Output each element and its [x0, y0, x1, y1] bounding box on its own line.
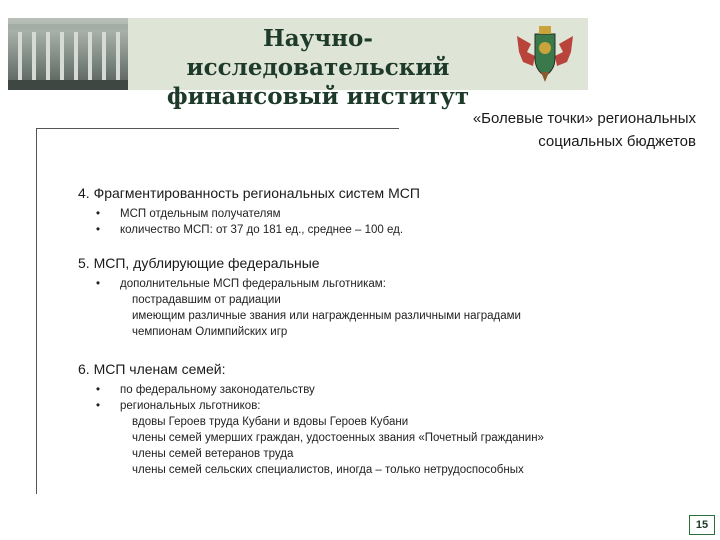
list-item [78, 398, 544, 414]
building-photo [8, 18, 128, 90]
list-item [78, 206, 420, 222]
bullet-icon: • [96, 384, 101, 396]
bullet-icon: • [96, 208, 101, 220]
list-item [78, 276, 521, 292]
slide-title-line2: социальных бюджетов [538, 133, 696, 150]
sub-item: члены семей умерших граждан, удостоенных звания «Почетный гражданин» [132, 432, 544, 444]
section-heading: 5. МСП, дублирующие федеральные [78, 255, 320, 271]
section-heading: 4. Фрагментированность региональных систем МСП [78, 185, 420, 201]
list-item [78, 222, 420, 238]
sub-item: члены семей ветеранов труда [132, 448, 294, 460]
list-item-text: региональных льготников: [120, 400, 261, 412]
sub-item: пострадавшим от радиации [132, 294, 281, 306]
bullet-icon: • [96, 400, 101, 412]
institute-name-line1: Научно-исследовательский [186, 25, 450, 81]
sub-item: имеющим различные звания или награжденным различными наградами [132, 310, 521, 322]
list-item-text: МСП отдельным получателям [120, 208, 281, 220]
slide-title [473, 107, 696, 153]
list-item [78, 382, 544, 398]
crest-icon [513, 22, 577, 86]
list-item-text: по федеральному законодательству [120, 384, 315, 396]
section-heading: 6. МСП членам семей: [78, 361, 226, 377]
institute-name [138, 24, 498, 111]
frame-top-line [36, 128, 399, 129]
sub-item: члены семей сельских специалистов, иногда – только нетрудоспособных [132, 464, 524, 476]
sub-item: чемпионам Олимпийских игр [132, 326, 288, 338]
bullet-icon: • [96, 278, 101, 290]
list-item-text: дополнительные МСП федеральным льготникам: [120, 278, 386, 290]
section-4 [78, 184, 420, 238]
header-banner [8, 18, 588, 110]
frame-left-line [36, 128, 37, 494]
institute-name-line2: финансовый институт [166, 83, 470, 110]
slide-title-line1: «Болевые точки» региональных [472, 110, 696, 127]
section-5 [78, 254, 521, 340]
bullet-icon: • [96, 224, 101, 236]
list-item-text: количество МСП: от 37 до 181 ед., среднее – 100 ед. [120, 224, 404, 236]
section-6 [78, 360, 544, 478]
sub-item: вдовы Героев труда Кубани и вдовы Героев Кубани [132, 416, 409, 428]
page-number: 15 [689, 515, 715, 535]
